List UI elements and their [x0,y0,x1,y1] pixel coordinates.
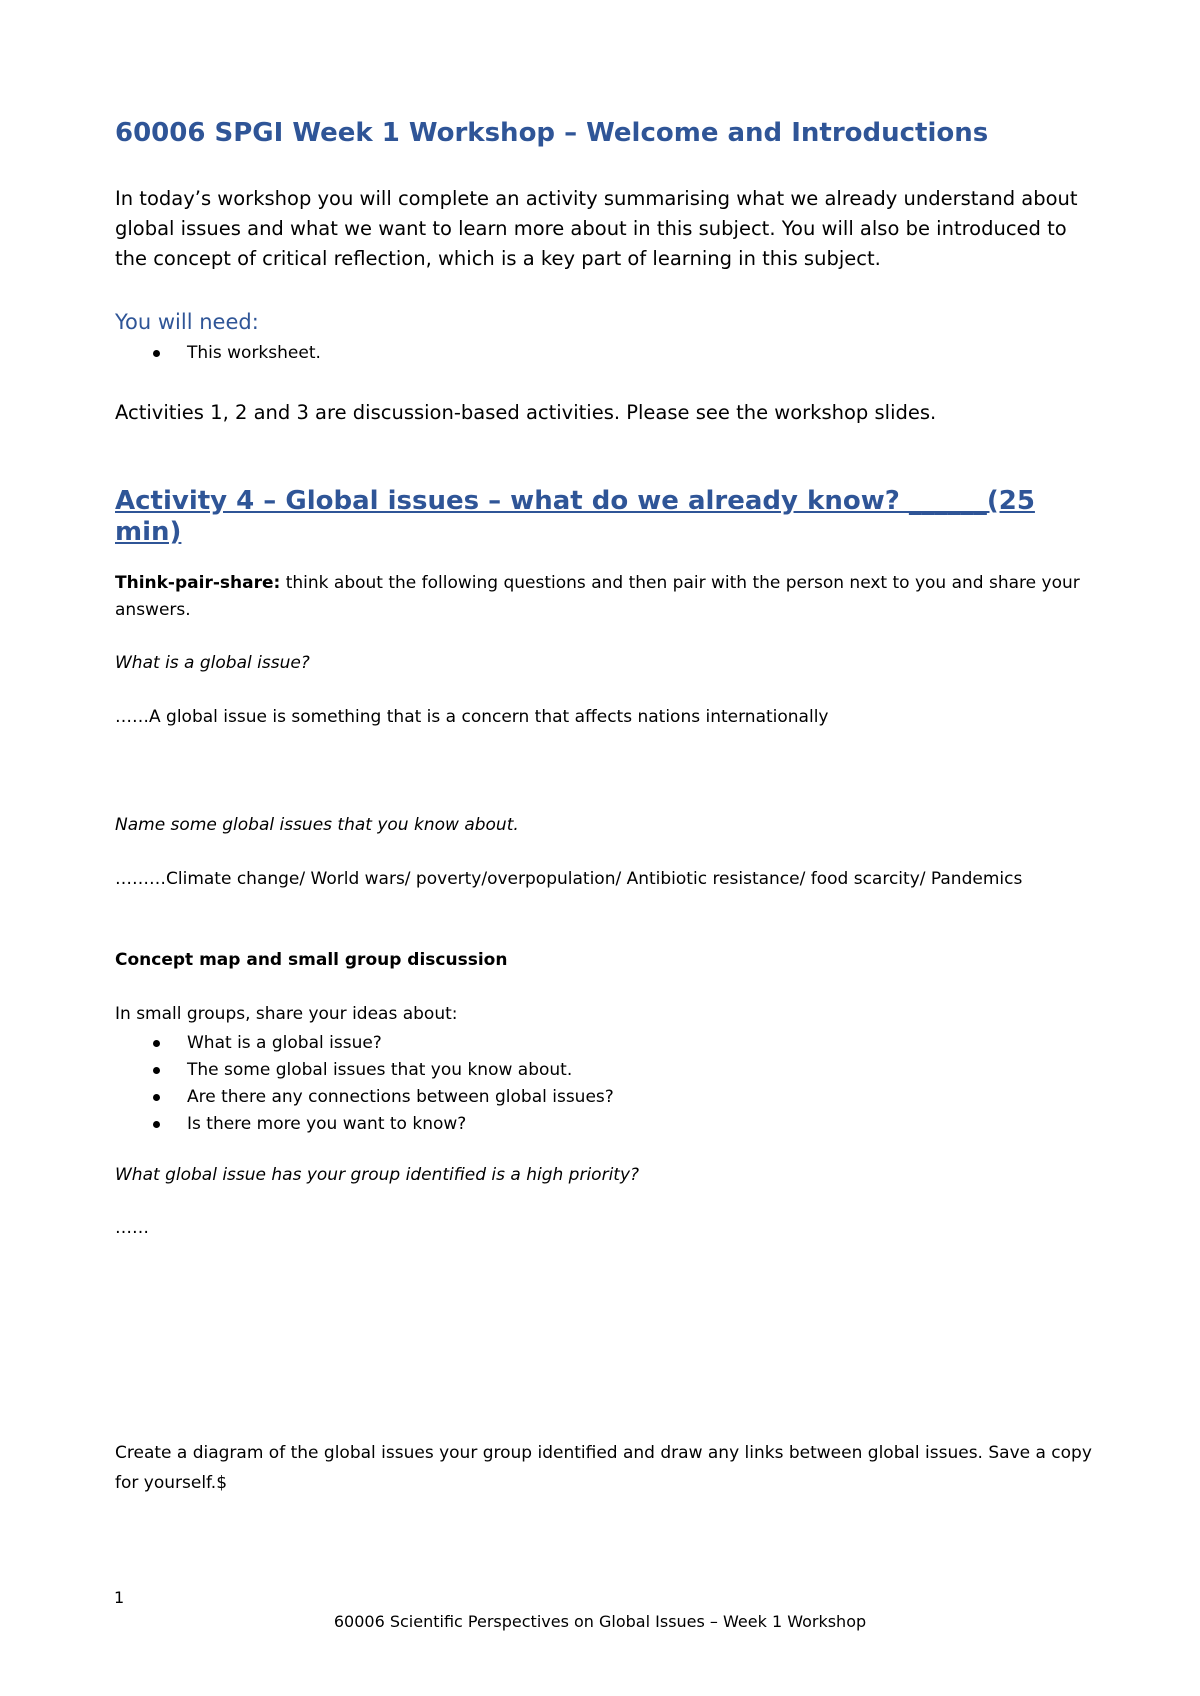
think-pair-share-label: Think-pair-share: [115,573,281,593]
list-item [115,1057,1095,1084]
list-item-text: What is a global issue? [187,1033,382,1053]
page-number: 1 [114,1588,125,1607]
think-pair-share-paragraph [115,570,1095,624]
concept-map-heading: Concept map and small group discussion [115,950,508,970]
list-item-text: Is there more you want to know? [187,1114,467,1134]
page-footer: 60006 Scientific Perspectives on Global Issues – Week 1 Workshop [333,1612,867,1631]
you-will-need-list [115,340,1095,367]
list-item-text: This worksheet. [187,343,321,363]
answer-name-issues: ………Climate change/ World wars/ poverty/overpopulation/ Antibiotic resistance/ food scarcity/ Pandemics [115,869,1023,889]
bullet-icon [153,1121,160,1128]
group-discussion-list [115,1030,1095,1138]
list-item [115,340,1095,367]
activities-note: Activities 1, 2 and 3 are discussion-based activities. Please see the workshop slides. [115,401,937,424]
bullet-icon [153,1067,160,1074]
bullet-icon [153,350,160,357]
intro-paragraph: In today’s workshop you will complete an activity summarising what we already understand about global issues and what we want to learn more about in this subject. You will also be introduced to the concept of critical reflection, which is a key part of learning in this subject. [115,187,1078,270]
document-title: 60006 SPGI Week 1 Workshop – Welcome and Introductions [115,118,989,148]
think-pair-share-text: think about the following questions and then pair with the person next to you and share your answers. [115,573,1080,620]
question-name-issues: Name some global issues that you know about. [115,815,519,835]
you-will-need-heading: You will need: [115,310,259,334]
list-item [115,1030,1095,1057]
list-item [115,1111,1095,1138]
question-priority-issue: What global issue has your group identified is a high priority? [115,1165,640,1185]
list-item-text: The some global issues that you know about. [187,1060,573,1080]
small-groups-text: In small groups, share your ideas about: [115,1004,458,1024]
bullet-icon [153,1094,160,1101]
bullet-icon [153,1040,160,1047]
activity-4-heading: Activity 4 – Global issues – what do we already know? ______(25 min) [115,486,1035,547]
list-item [115,1084,1095,1111]
question-global-issue: What is a global issue? [115,653,310,673]
create-diagram-instruction: Create a diagram of the global issues your group identified and draw any links between global issues. Save a copy for yourself.$ [115,1443,1092,1493]
answer-priority-issue: …… [115,1218,149,1238]
list-item-text: Are there any connections between global issues? [187,1087,614,1107]
answer-global-issue: ……A global issue is something that is a concern that affects nations internationally [115,707,829,727]
